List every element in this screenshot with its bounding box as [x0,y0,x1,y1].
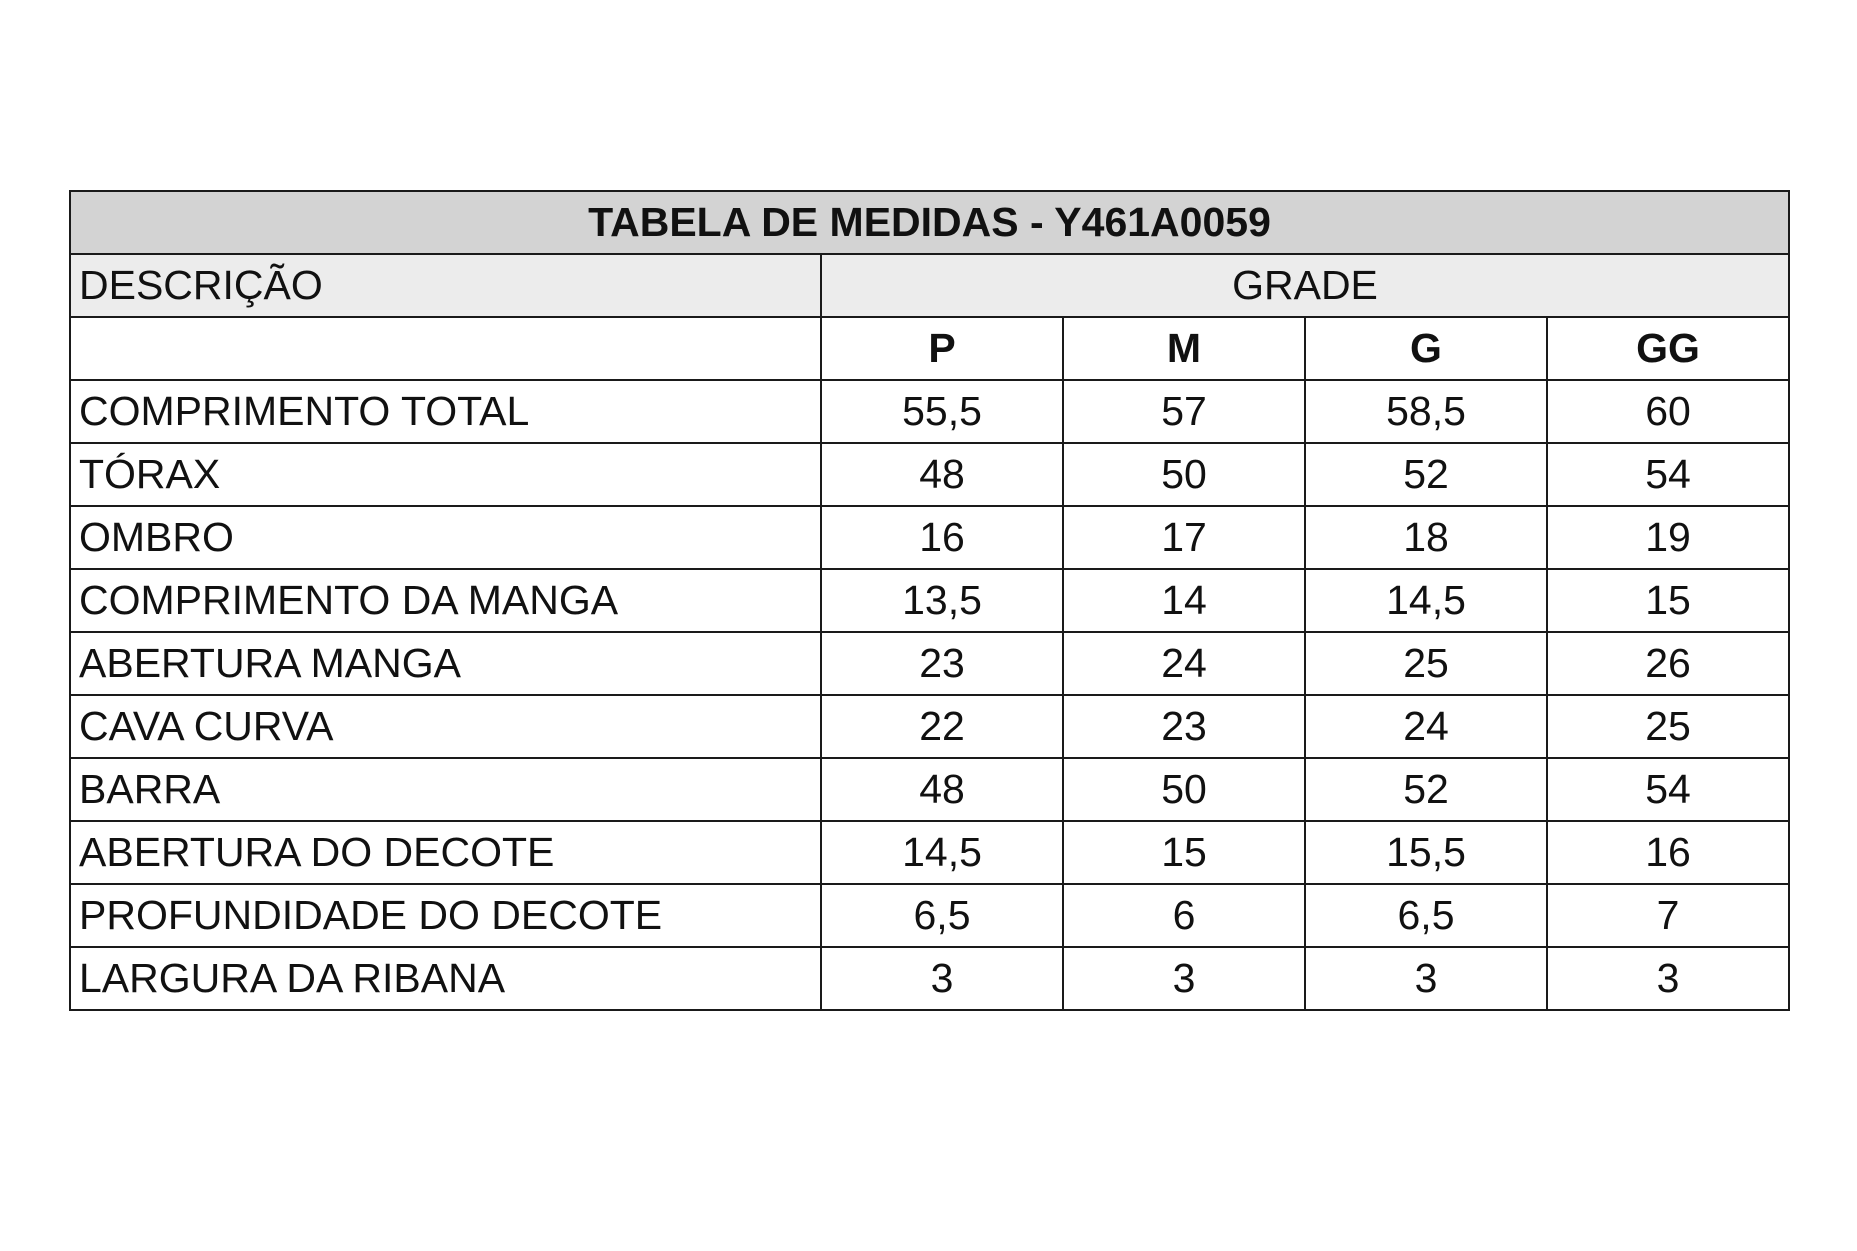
measurement-value: 14,5 [821,821,1063,884]
measurement-value: 3 [1063,947,1305,1010]
measurement-label: PROFUNDIDADE DO DECOTE [70,884,821,947]
measurement-value: 50 [1063,758,1305,821]
measurement-value: 57 [1063,380,1305,443]
measurement-value: 52 [1305,443,1547,506]
measurement-value: 3 [1305,947,1547,1010]
measurement-value: 60 [1547,380,1789,443]
table-row [70,758,1789,821]
table-row [70,947,1789,1010]
measurement-label: OMBRO [70,506,821,569]
measurement-value: 24 [1063,632,1305,695]
measurement-value: 55,5 [821,380,1063,443]
measurement-value: 25 [1547,695,1789,758]
size-label-m: M [1063,317,1305,380]
measurement-value: 6 [1063,884,1305,947]
table-row [70,632,1789,695]
measurement-label: LARGURA DA RIBANA [70,947,821,1010]
measurement-value: 6,5 [821,884,1063,947]
size-labels-row [70,317,1789,380]
size-label-gg: GG [1547,317,1789,380]
measurement-value: 3 [1547,947,1789,1010]
measurement-value: 15,5 [1305,821,1547,884]
table-title-row [70,191,1789,254]
measurement-value: 23 [1063,695,1305,758]
table-row [70,380,1789,443]
measurement-value: 14 [1063,569,1305,632]
measurement-value: 54 [1547,443,1789,506]
size-label-p: P [821,317,1063,380]
measurement-value: 52 [1305,758,1547,821]
grade-header: GRADE [821,254,1789,317]
table-row [70,821,1789,884]
measurement-value: 14,5 [1305,569,1547,632]
measurement-label: COMPRIMENTO DA MANGA [70,569,821,632]
measurement-value: 58,5 [1305,380,1547,443]
measurement-value: 15 [1547,569,1789,632]
measurement-value: 16 [1547,821,1789,884]
table-row [70,506,1789,569]
measurement-value: 23 [821,632,1063,695]
measurement-label: CAVA CURVA [70,695,821,758]
measurement-label: ABERTURA MANGA [70,632,821,695]
table-row [70,884,1789,947]
table-row [70,695,1789,758]
measurement-value: 6,5 [1305,884,1547,947]
measurement-value: 3 [821,947,1063,1010]
measurement-value: 19 [1547,506,1789,569]
measurement-value: 24 [1305,695,1547,758]
measurement-value: 16 [821,506,1063,569]
table-row [70,569,1789,632]
measurement-value: 25 [1305,632,1547,695]
measurement-label: TÓRAX [70,443,821,506]
measurement-value: 17 [1063,506,1305,569]
measurement-value: 50 [1063,443,1305,506]
measurement-label: COMPRIMENTO TOTAL [70,380,821,443]
measurement-value: 48 [821,443,1063,506]
size-chart-table [69,190,1790,1011]
description-header: DESCRIÇÃO [70,254,821,317]
measurement-value: 18 [1305,506,1547,569]
measurement-value: 26 [1547,632,1789,695]
measurement-value: 7 [1547,884,1789,947]
size-labels-empty-cell [70,317,821,380]
table-row [70,443,1789,506]
measurement-value: 15 [1063,821,1305,884]
measurement-label: BARRA [70,758,821,821]
measurement-value: 22 [821,695,1063,758]
measurement-label: ABERTURA DO DECOTE [70,821,821,884]
measurement-value: 13,5 [821,569,1063,632]
size-label-g: G [1305,317,1547,380]
measurement-value: 54 [1547,758,1789,821]
table-header-row [70,254,1789,317]
measurement-value: 48 [821,758,1063,821]
table-title: TABELA DE MEDIDAS - Y461A0059 [70,191,1789,254]
